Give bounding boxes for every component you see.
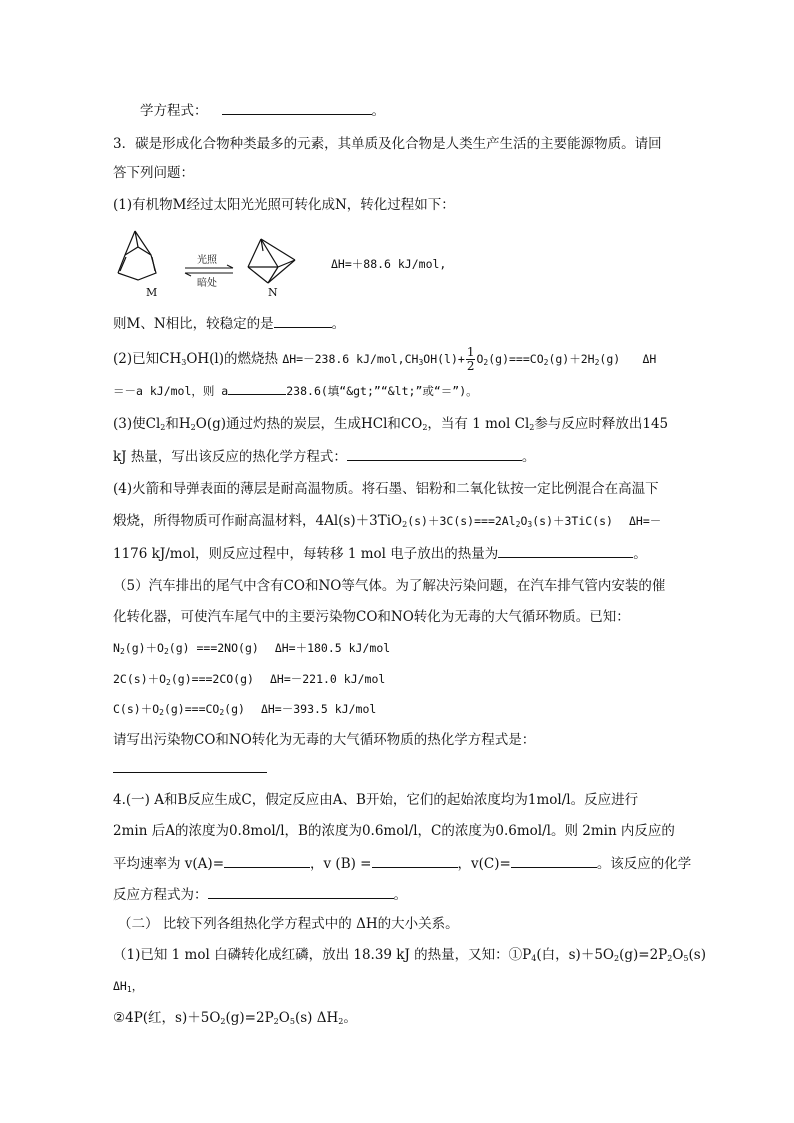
answer-blank[interactable] bbox=[224, 853, 310, 868]
equation-1: $N_2(g)+O_2(g) ===2NO(g)$ ΔH=＋180.5 kJ/mol bbox=[113, 641, 391, 656]
molecule-m-structure bbox=[118, 231, 156, 280]
equation-2: $2C(s)+O_2(g)===2CO(g)$ ΔH=－221.0 kJ/mol bbox=[113, 672, 386, 687]
q3-part4-line1: (4)火箭和导弹表面的薄层是耐高温物质。将石墨、铝粉和二氧化钛按一定比例混合在高温下 bbox=[113, 481, 659, 497]
fraction-one-half: $\frac{1}{2}$ bbox=[466, 345, 475, 373]
text-line-01: 学方程式： 。 bbox=[140, 100, 385, 121]
answer-blank[interactable] bbox=[372, 853, 458, 868]
label: 学方程式： bbox=[140, 103, 208, 119]
q3-part5-line2: 化转化器，可使汽车尾气中的主要污染物CO和NO转化为无毒的大气循环物质。已知： bbox=[113, 609, 630, 625]
q4-part2-line2: $\Delta H_1$， bbox=[113, 979, 144, 994]
q3-part3-line2: kJ 热量，写出该反应的热化学方程式： 。 bbox=[113, 446, 535, 467]
q3-intro-line2: 答下列问题： bbox=[113, 165, 194, 181]
answer-blank[interactable] bbox=[498, 543, 633, 558]
answer-blank[interactable] bbox=[222, 100, 372, 115]
q3-part1-line: (1)有机物M经过太阳光光照可转化成N，转化过程如下： bbox=[113, 197, 455, 213]
q3-intro-line1: 3．碳是形成化合物种类最多的元素，其单质及化合物是人类生产生活的主要能源物质。请回 bbox=[113, 136, 662, 152]
molecule-n-structure bbox=[248, 239, 295, 283]
q3-part1-answer-line: 则M、N相比，较稳定的是 。 bbox=[113, 313, 345, 334]
label-n: N bbox=[268, 286, 278, 299]
q3-part4-line2: 煅烧，所得物质可作耐高温材料，$4Al(s)+3TiO_2(s)+3C(s)===2Al_2O_3(s)+3TiC(s)$ ΔH=－ bbox=[113, 513, 662, 529]
answer-blank[interactable] bbox=[274, 313, 332, 328]
q4-part2-line3: ②4P(红，$s)+5O_2(g)=2P_2O_5(s)$ $\Delta H_2$。 bbox=[113, 1010, 357, 1026]
q3-part4-line3: 1176 kJ/mol，则反应过程中，每转移 1 mol 电子放出的热量为 。 bbox=[113, 543, 647, 564]
answer-blank[interactable] bbox=[511, 853, 597, 868]
q4-part1-line4: 反应方程式为： 。 bbox=[113, 884, 407, 905]
q3-part5-line1: （5）汽车排出的尾气中含有CO和NO等气体。为了解决污染问题，在汽车排气管内安装的催 bbox=[113, 578, 666, 594]
q4-part1-line1: 4.(一) A和B反应生成C，假定反应由A、B开始，它们的起始浓度均为1mol/l。反应进行 bbox=[113, 792, 639, 808]
answer-blank[interactable] bbox=[208, 884, 394, 899]
dh-value-1: ΔH=＋88.6 kJ/mol, bbox=[331, 257, 447, 271]
equilibrium-arrow bbox=[185, 265, 233, 276]
equation-3: $C(s)+O_2(g)===CO_2(g)$ ΔH=－393.5 kJ/mol bbox=[113, 702, 377, 717]
q3-part2-line2: ＝－a kJ/mol，则 a 238.6(填“&gt;”“&lt;”或“＝”)。 bbox=[113, 380, 478, 401]
answer-blank[interactable] bbox=[113, 758, 267, 773]
q3-part3-line1: (3)使$Cl_2$和$H_2O(g)$通过灼热的炭层，生成HCl和$CO_2$，当有 1 mol $Cl_2$参与反应时释放出145 bbox=[113, 416, 669, 432]
answer-blank[interactable] bbox=[228, 380, 286, 395]
q4-part2-heading: （二） 比较下列各组热化学方程式中的 ΔH的大小关系。 bbox=[118, 916, 459, 932]
q3-part5-prompt: 请写出污染物CO和NO转化为无毒的大气循环物质的热化学方程式是： bbox=[113, 732, 536, 748]
answer-blank[interactable] bbox=[347, 446, 522, 461]
arrow-top-label: 光照 bbox=[197, 255, 217, 266]
q4-part2-line1: （1)已知 1 mol 白磷转化成红磷，放出 18.39 kJ 的热量，又知：$①P_4$(白，$s)+5O_2(g)=2P_2O_5(s)$ bbox=[113, 947, 706, 963]
label-m: M bbox=[146, 286, 158, 299]
arrow-bottom-label: 暗处 bbox=[197, 278, 217, 289]
reaction-diagram bbox=[113, 225, 353, 300]
q4-part1-line3: 平均速率为 v(A)= ，v (B) = ，v(C)= 。该反应的化学 bbox=[113, 853, 691, 874]
q4-part1-line2: 2min 后A的浓度为0.8mol/l，B的浓度为0.6mol/l，C的浓度为0.6mol/l。则 2min 内反应的 bbox=[113, 823, 675, 839]
q3-part2-line1: (2)已知$CH_3OH(l)$的燃烧热 ΔH=－238.6 $kJ/mol,CH_3OH(l)+$ $\frac{1}{2}$ $O_2(g)===CO_2(g)+2H_2(g)$ ΔH bbox=[113, 345, 657, 373]
